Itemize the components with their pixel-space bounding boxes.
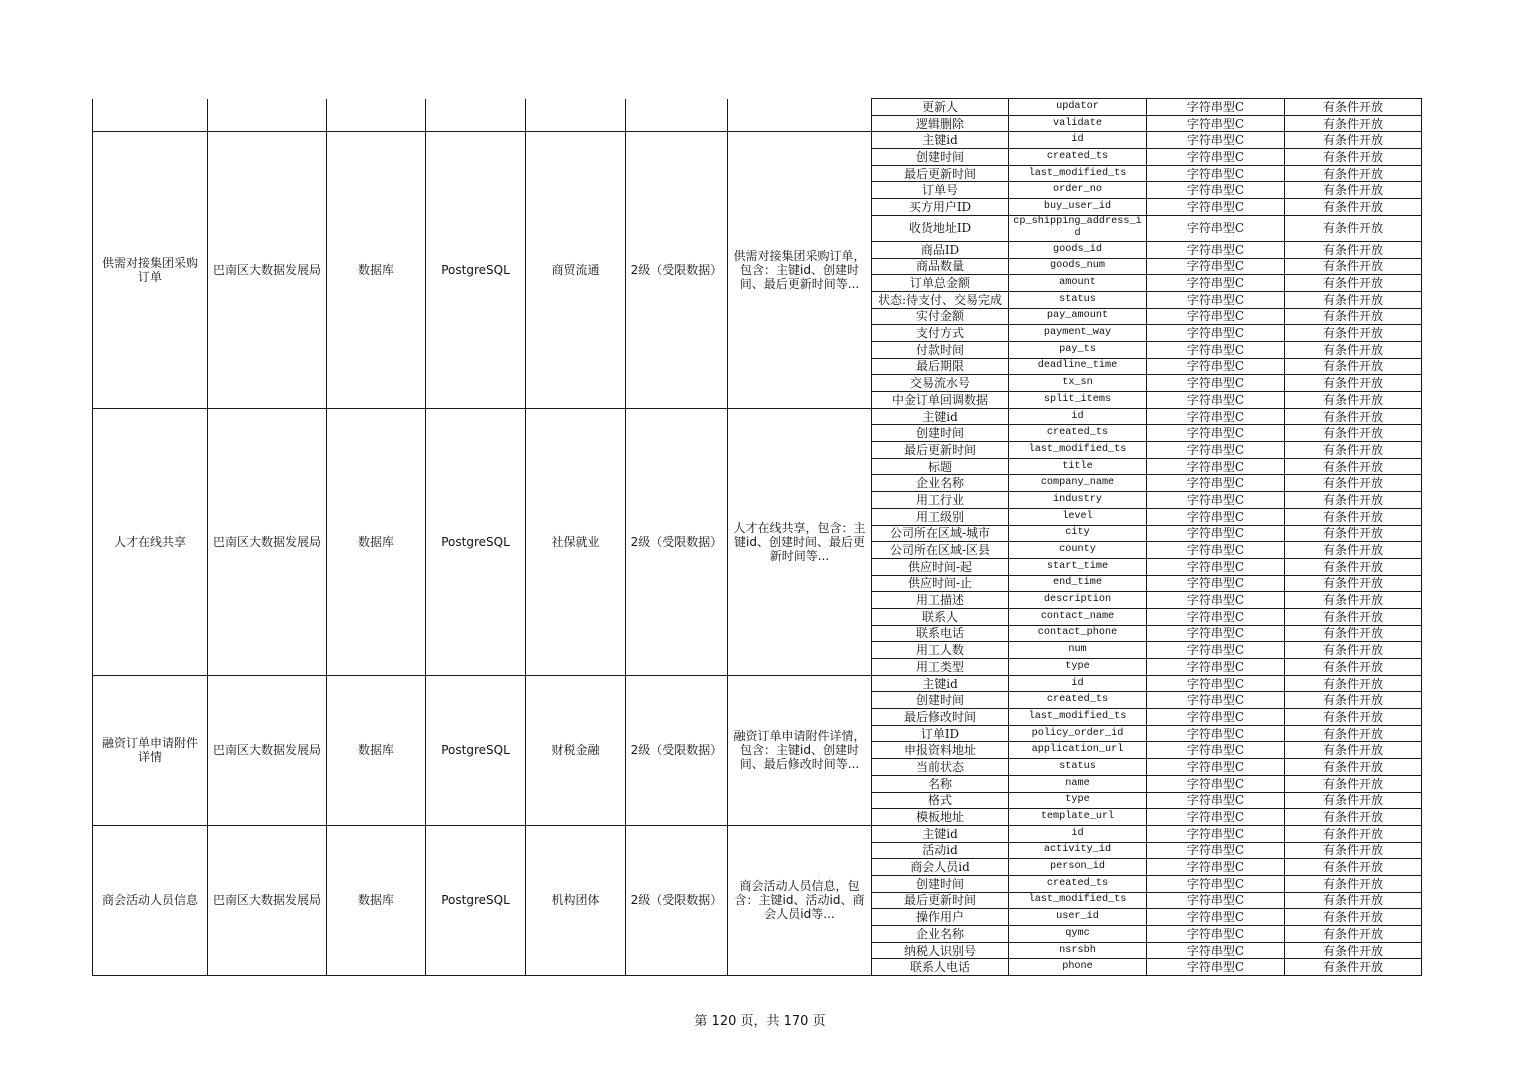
- field-type-cell: 字符串型C: [1147, 525, 1285, 542]
- category-cell: 财税金融: [526, 675, 626, 825]
- field-label-cell: 状态:待支付、交易完成: [872, 291, 1009, 308]
- field-name-cell: deadline_time: [1009, 358, 1147, 375]
- database-cell: PostgreSQL: [426, 408, 526, 675]
- field-type-cell: 字符串型C: [1147, 508, 1285, 525]
- field-open-cell: 有条件开放: [1285, 215, 1422, 241]
- field-open-cell: 有条件开放: [1285, 675, 1422, 692]
- field-type-cell: 字符串型C: [1147, 425, 1285, 442]
- field-open-cell: 有条件开放: [1285, 408, 1422, 425]
- field-type-cell: 字符串型C: [1147, 926, 1285, 943]
- field-open-cell: 有条件开放: [1285, 149, 1422, 166]
- field-type-cell: 字符串型C: [1147, 675, 1285, 692]
- department-cell: 巴南区大数据发展局: [208, 675, 327, 825]
- field-name-cell: policy_order_id: [1009, 725, 1147, 742]
- source-type-cell: 数据库: [327, 825, 426, 975]
- field-type-cell: 字符串型C: [1147, 358, 1285, 375]
- field-label-cell: 用工级别: [872, 508, 1009, 525]
- field-name-cell: goods_num: [1009, 258, 1147, 275]
- table-row: [93, 132, 1422, 149]
- field-label-cell: 纳税人识别号: [872, 942, 1009, 959]
- field-type-cell: 字符串型C: [1147, 542, 1285, 559]
- table-row: [93, 675, 1422, 692]
- source-type-cell: 数据库: [327, 408, 426, 675]
- field-label-cell: 最后期限: [872, 358, 1009, 375]
- field-name-cell: last_modified_ts: [1009, 709, 1147, 726]
- field-name-cell: template_url: [1009, 809, 1147, 826]
- field-open-cell: 有条件开放: [1285, 725, 1422, 742]
- field-name-cell: description: [1009, 592, 1147, 609]
- field-name-cell: nsrsbh: [1009, 942, 1147, 959]
- field-name-cell: amount: [1009, 275, 1147, 292]
- description-cell: 商会活动人员信息，包含：主键id、活动id、商会人员id等...: [728, 825, 872, 975]
- continued-empty-cell: [93, 99, 208, 132]
- field-open-cell: 有条件开放: [1285, 475, 1422, 492]
- field-label-cell: 交易流水号: [872, 375, 1009, 392]
- field-open-cell: 有条件开放: [1285, 892, 1422, 909]
- field-type-cell: 字符串型C: [1147, 115, 1285, 132]
- field-label-cell: 当前状态: [872, 759, 1009, 776]
- field-open-cell: 有条件开放: [1285, 132, 1422, 149]
- field-open-cell: 有条件开放: [1285, 642, 1422, 659]
- field-name-cell: cp_shipping_address_id: [1009, 215, 1147, 241]
- field-label-cell: 创建时间: [872, 875, 1009, 892]
- field-label-cell: 主键id: [872, 675, 1009, 692]
- field-open-cell: 有条件开放: [1285, 525, 1422, 542]
- continued-empty-cell: [526, 99, 626, 132]
- field-open-cell: 有条件开放: [1285, 542, 1422, 559]
- field-open-cell: 有条件开放: [1285, 182, 1422, 199]
- field-type-cell: 字符串型C: [1147, 875, 1285, 892]
- field-label-cell: 创建时间: [872, 425, 1009, 442]
- field-type-cell: 字符串型C: [1147, 291, 1285, 308]
- field-label-cell: 更新人: [872, 99, 1009, 116]
- field-open-cell: 有条件开放: [1285, 742, 1422, 759]
- field-label-cell: 用工类型: [872, 659, 1009, 676]
- field-label-cell: 用工人数: [872, 642, 1009, 659]
- field-label-cell: 联系电话: [872, 625, 1009, 642]
- resource-name-cell: 商会活动人员信息: [93, 825, 208, 975]
- field-type-cell: 字符串型C: [1147, 392, 1285, 409]
- level-cell: 2级（受限数据）: [626, 132, 728, 408]
- field-name-cell: last_modified_ts: [1009, 442, 1147, 459]
- field-label-cell: 联系人电话: [872, 959, 1009, 976]
- field-type-cell: 字符串型C: [1147, 625, 1285, 642]
- field-name-cell: id: [1009, 675, 1147, 692]
- field-open-cell: 有条件开放: [1285, 115, 1422, 132]
- field-open-cell: 有条件开放: [1285, 625, 1422, 642]
- field-open-cell: 有条件开放: [1285, 959, 1422, 976]
- level-cell: 2级（受限数据）: [626, 825, 728, 975]
- continued-empty-cell: [626, 99, 728, 132]
- field-type-cell: 字符串型C: [1147, 442, 1285, 459]
- field-name-cell: created_ts: [1009, 875, 1147, 892]
- field-name-cell: contact_phone: [1009, 625, 1147, 642]
- field-open-cell: 有条件开放: [1285, 341, 1422, 358]
- field-open-cell: 有条件开放: [1285, 809, 1422, 826]
- field-name-cell: pay_ts: [1009, 341, 1147, 358]
- field-type-cell: 字符串型C: [1147, 241, 1285, 258]
- table-row: [93, 99, 1422, 116]
- field-type-cell: 字符串型C: [1147, 859, 1285, 876]
- field-open-cell: 有条件开放: [1285, 792, 1422, 809]
- category-cell: 机构团体: [526, 825, 626, 975]
- field-name-cell: user_id: [1009, 909, 1147, 926]
- field-type-cell: 字符串型C: [1147, 199, 1285, 216]
- field-label-cell: 用工行业: [872, 492, 1009, 509]
- field-name-cell: level: [1009, 508, 1147, 525]
- field-type-cell: 字符串型C: [1147, 275, 1285, 292]
- field-name-cell: split_items: [1009, 392, 1147, 409]
- field-name-cell: name: [1009, 775, 1147, 792]
- field-label-cell: 联系人: [872, 608, 1009, 625]
- description-cell: 融资订单申请附件详情，包含：主键id、创建时间、最后修改时间等...: [728, 675, 872, 825]
- field-open-cell: 有条件开放: [1285, 199, 1422, 216]
- source-type-cell: 数据库: [327, 675, 426, 825]
- database-cell: PostgreSQL: [426, 675, 526, 825]
- field-open-cell: 有条件开放: [1285, 592, 1422, 609]
- field-open-cell: 有条件开放: [1285, 575, 1422, 592]
- field-type-cell: 字符串型C: [1147, 475, 1285, 492]
- field-type-cell: 字符串型C: [1147, 608, 1285, 625]
- field-type-cell: 字符串型C: [1147, 659, 1285, 676]
- field-label-cell: 用工描述: [872, 592, 1009, 609]
- resource-name-cell: 供需对接集团采购订单: [93, 132, 208, 408]
- field-open-cell: 有条件开放: [1285, 942, 1422, 959]
- field-label-cell: 订单总金额: [872, 275, 1009, 292]
- field-label-cell: 订单号: [872, 182, 1009, 199]
- field-type-cell: 字符串型C: [1147, 99, 1285, 116]
- field-name-cell: created_ts: [1009, 692, 1147, 709]
- field-name-cell: contact_name: [1009, 608, 1147, 625]
- continued-empty-cell: [426, 99, 526, 132]
- field-type-cell: 字符串型C: [1147, 215, 1285, 241]
- field-label-cell: 买方用户ID: [872, 199, 1009, 216]
- field-type-cell: 字符串型C: [1147, 959, 1285, 976]
- field-name-cell: goods_id: [1009, 241, 1147, 258]
- field-open-cell: 有条件开放: [1285, 692, 1422, 709]
- field-label-cell: 商品ID: [872, 241, 1009, 258]
- field-open-cell: 有条件开放: [1285, 291, 1422, 308]
- field-open-cell: 有条件开放: [1285, 608, 1422, 625]
- field-open-cell: 有条件开放: [1285, 875, 1422, 892]
- field-name-cell: person_id: [1009, 859, 1147, 876]
- field-open-cell: 有条件开放: [1285, 909, 1422, 926]
- field-label-cell: 商会人员id: [872, 859, 1009, 876]
- description-cell: 供需对接集团采购订单，包含：主键id、创建时间、最后更新时间等...: [728, 132, 872, 408]
- field-label-cell: 逻辑删除: [872, 115, 1009, 132]
- field-label-cell: 公司所在区域-城市: [872, 525, 1009, 542]
- database-cell: PostgreSQL: [426, 825, 526, 975]
- field-label-cell: 收货地址ID: [872, 215, 1009, 241]
- field-label-cell: 格式: [872, 792, 1009, 809]
- field-name-cell: pay_amount: [1009, 308, 1147, 325]
- resource-name-cell: 人才在线共享: [93, 408, 208, 675]
- field-name-cell: id: [1009, 825, 1147, 842]
- field-open-cell: 有条件开放: [1285, 425, 1422, 442]
- table-row: [93, 408, 1422, 425]
- field-type-cell: 字符串型C: [1147, 692, 1285, 709]
- field-label-cell: 订单ID: [872, 725, 1009, 742]
- field-open-cell: 有条件开放: [1285, 258, 1422, 275]
- resource-name-cell: 融资订单申请附件详情: [93, 675, 208, 825]
- field-name-cell: last_modified_ts: [1009, 165, 1147, 182]
- field-type-cell: 字符串型C: [1147, 809, 1285, 826]
- field-name-cell: created_ts: [1009, 425, 1147, 442]
- field-type-cell: 字符串型C: [1147, 341, 1285, 358]
- field-type-cell: 字符串型C: [1147, 742, 1285, 759]
- field-name-cell: buy_user_id: [1009, 199, 1147, 216]
- field-name-cell: phone: [1009, 959, 1147, 976]
- field-type-cell: 字符串型C: [1147, 375, 1285, 392]
- field-type-cell: 字符串型C: [1147, 825, 1285, 842]
- field-name-cell: company_name: [1009, 475, 1147, 492]
- field-type-cell: 字符串型C: [1147, 132, 1285, 149]
- field-open-cell: 有条件开放: [1285, 375, 1422, 392]
- continued-empty-cell: [208, 99, 327, 132]
- category-cell: 商贸流通: [526, 132, 626, 408]
- field-label-cell: 实付金额: [872, 308, 1009, 325]
- field-type-cell: 字符串型C: [1147, 942, 1285, 959]
- field-open-cell: 有条件开放: [1285, 358, 1422, 375]
- field-name-cell: type: [1009, 792, 1147, 809]
- field-label-cell: 最后更新时间: [872, 165, 1009, 182]
- field-type-cell: 字符串型C: [1147, 725, 1285, 742]
- field-open-cell: 有条件开放: [1285, 508, 1422, 525]
- field-type-cell: 字符串型C: [1147, 408, 1285, 425]
- field-type-cell: 字符串型C: [1147, 492, 1285, 509]
- field-open-cell: 有条件开放: [1285, 241, 1422, 258]
- field-label-cell: 名称: [872, 775, 1009, 792]
- field-name-cell: title: [1009, 458, 1147, 475]
- field-label-cell: 创建时间: [872, 149, 1009, 166]
- field-open-cell: 有条件开放: [1285, 558, 1422, 575]
- field-type-cell: 字符串型C: [1147, 149, 1285, 166]
- field-label-cell: 最后修改时间: [872, 709, 1009, 726]
- field-name-cell: county: [1009, 542, 1147, 559]
- field-type-cell: 字符串型C: [1147, 165, 1285, 182]
- field-name-cell: updator: [1009, 99, 1147, 116]
- field-name-cell: validate: [1009, 115, 1147, 132]
- field-name-cell: num: [1009, 642, 1147, 659]
- field-open-cell: 有条件开放: [1285, 458, 1422, 475]
- description-cell: 人才在线共享，包含：主键id、创建时间、最后更新时间等...: [728, 408, 872, 675]
- field-open-cell: 有条件开放: [1285, 492, 1422, 509]
- department-cell: 巴南区大数据发展局: [208, 132, 327, 408]
- field-type-cell: 字符串型C: [1147, 325, 1285, 342]
- field-type-cell: 字符串型C: [1147, 775, 1285, 792]
- field-name-cell: qymc: [1009, 926, 1147, 943]
- page-footer: 第 120 页，共 170 页: [694, 1014, 826, 1029]
- field-type-cell: 字符串型C: [1147, 642, 1285, 659]
- field-open-cell: 有条件开放: [1285, 659, 1422, 676]
- department-cell: 巴南区大数据发展局: [208, 408, 327, 675]
- field-label-cell: 活动id: [872, 842, 1009, 859]
- field-label-cell: 中金订单回调数据: [872, 392, 1009, 409]
- field-label-cell: 主键id: [872, 408, 1009, 425]
- field-open-cell: 有条件开放: [1285, 442, 1422, 459]
- field-open-cell: 有条件开放: [1285, 775, 1422, 792]
- field-name-cell: type: [1009, 659, 1147, 676]
- field-name-cell: created_ts: [1009, 149, 1147, 166]
- department-cell: 巴南区大数据发展局: [208, 825, 327, 975]
- field-open-cell: 有条件开放: [1285, 842, 1422, 859]
- field-open-cell: 有条件开放: [1285, 308, 1422, 325]
- field-open-cell: 有条件开放: [1285, 392, 1422, 409]
- field-open-cell: 有条件开放: [1285, 759, 1422, 776]
- field-label-cell: 创建时间: [872, 692, 1009, 709]
- field-label-cell: 模板地址: [872, 809, 1009, 826]
- database-cell: PostgreSQL: [426, 132, 526, 408]
- field-label-cell: 公司所在区域-区县: [872, 542, 1009, 559]
- field-type-cell: 字符串型C: [1147, 558, 1285, 575]
- field-type-cell: 字符串型C: [1147, 792, 1285, 809]
- field-name-cell: tx_sn: [1009, 375, 1147, 392]
- field-type-cell: 字符串型C: [1147, 308, 1285, 325]
- field-label-cell: 商品数量: [872, 258, 1009, 275]
- continued-empty-cell: [728, 99, 872, 132]
- field-label-cell: 企业名称: [872, 926, 1009, 943]
- field-label-cell: 付款时间: [872, 341, 1009, 358]
- field-name-cell: status: [1009, 759, 1147, 776]
- field-label-cell: 最后更新时间: [872, 892, 1009, 909]
- field-open-cell: 有条件开放: [1285, 325, 1422, 342]
- level-cell: 2级（受限数据）: [626, 675, 728, 825]
- category-cell: 社保就业: [526, 408, 626, 675]
- field-type-cell: 字符串型C: [1147, 759, 1285, 776]
- field-name-cell: id: [1009, 132, 1147, 149]
- field-label-cell: 企业名称: [872, 475, 1009, 492]
- field-name-cell: order_no: [1009, 182, 1147, 199]
- field-open-cell: 有条件开放: [1285, 275, 1422, 292]
- field-type-cell: 字符串型C: [1147, 909, 1285, 926]
- field-type-cell: 字符串型C: [1147, 458, 1285, 475]
- source-type-cell: 数据库: [327, 132, 426, 408]
- field-name-cell: city: [1009, 525, 1147, 542]
- field-name-cell: start_time: [1009, 558, 1147, 575]
- field-label-cell: 支付方式: [872, 325, 1009, 342]
- field-label-cell: 标题: [872, 458, 1009, 475]
- field-open-cell: 有条件开放: [1285, 859, 1422, 876]
- field-type-cell: 字符串型C: [1147, 592, 1285, 609]
- field-name-cell: application_url: [1009, 742, 1147, 759]
- field-open-cell: 有条件开放: [1285, 926, 1422, 943]
- field-name-cell: id: [1009, 408, 1147, 425]
- field-name-cell: industry: [1009, 492, 1147, 509]
- level-cell: 2级（受限数据）: [626, 408, 728, 675]
- field-type-cell: 字符串型C: [1147, 842, 1285, 859]
- continued-empty-cell: [327, 99, 426, 132]
- field-open-cell: 有条件开放: [1285, 825, 1422, 842]
- field-label-cell: 最后更新时间: [872, 442, 1009, 459]
- field-label-cell: 供应时间-起: [872, 558, 1009, 575]
- field-label-cell: 供应时间-止: [872, 575, 1009, 592]
- field-type-cell: 字符串型C: [1147, 709, 1285, 726]
- table-row: [93, 825, 1422, 842]
- field-open-cell: 有条件开放: [1285, 165, 1422, 182]
- field-type-cell: 字符串型C: [1147, 258, 1285, 275]
- field-open-cell: 有条件开放: [1285, 709, 1422, 726]
- field-name-cell: payment_way: [1009, 325, 1147, 342]
- field-type-cell: 字符串型C: [1147, 892, 1285, 909]
- field-name-cell: activity_id: [1009, 842, 1147, 859]
- catalog-table: [92, 98, 1422, 976]
- field-label-cell: 主键id: [872, 825, 1009, 842]
- field-type-cell: 字符串型C: [1147, 182, 1285, 199]
- field-label-cell: 申报资料地址: [872, 742, 1009, 759]
- field-label-cell: 操作用户: [872, 909, 1009, 926]
- field-type-cell: 字符串型C: [1147, 575, 1285, 592]
- field-name-cell: status: [1009, 291, 1147, 308]
- field-name-cell: end_time: [1009, 575, 1147, 592]
- field-label-cell: 主键id: [872, 132, 1009, 149]
- field-open-cell: 有条件开放: [1285, 99, 1422, 116]
- field-name-cell: last_modified_ts: [1009, 892, 1147, 909]
